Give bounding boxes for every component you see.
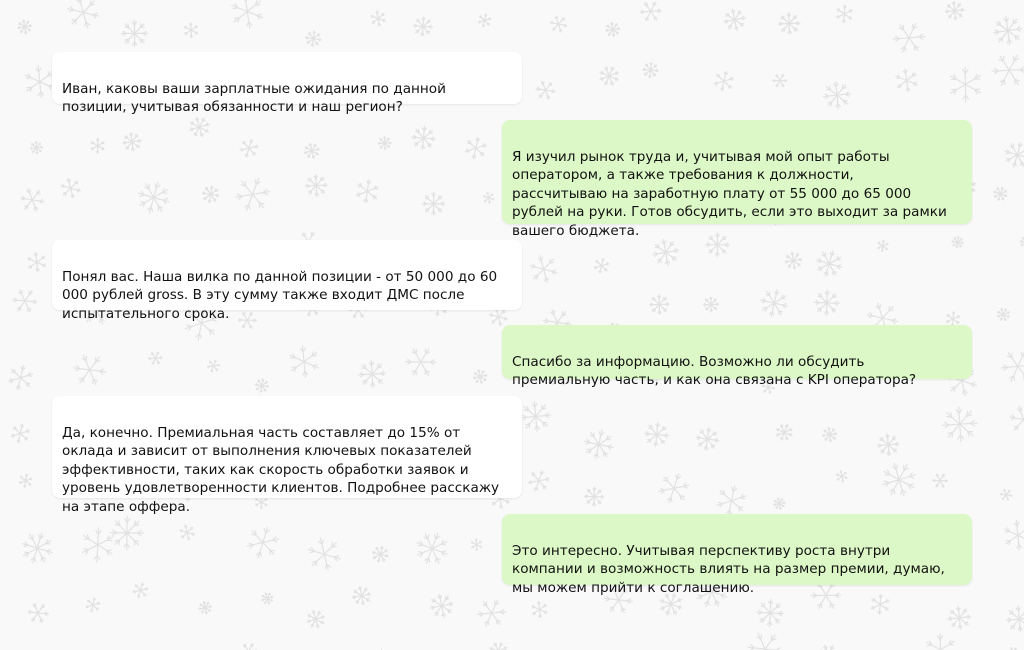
snowflake-icon [61, 178, 81, 199]
snowflake-icon [199, 601, 212, 614]
snowflake-icon [179, 525, 195, 541]
snowflake-icon [893, 23, 926, 53]
snowflake-icon [696, 427, 720, 451]
snowflake-icon [950, 67, 981, 103]
snowflake-icon [992, 55, 1024, 86]
snowflake-icon [520, 401, 551, 432]
snowflake-icon [413, 17, 433, 37]
snowflake-icon [371, 11, 386, 27]
snowflake-icon [308, 538, 341, 571]
snowflake-icon [993, 187, 1007, 201]
snowflake-icon [550, 16, 567, 33]
message-bubble-outgoing[interactable] [502, 514, 972, 596]
snowflake-icon [122, 132, 141, 151]
snowflake-icon [532, 601, 548, 618]
snowflake-icon [465, 137, 487, 160]
snowflake-icon [816, 251, 842, 277]
snowflake-icon [649, 294, 670, 315]
snowflake-icon [11, 424, 30, 444]
snowflake-icon [871, 594, 890, 615]
snowflake-icon [836, 470, 848, 482]
snowflake-icon [600, 66, 619, 85]
snowflake-icon [877, 240, 888, 252]
snowflake-icon [773, 498, 785, 510]
snowflake-icon [82, 527, 113, 562]
snowflake-icon [189, 117, 210, 138]
snowflake-icon [822, 427, 837, 442]
snowflake-icon [584, 430, 614, 459]
snowflake-icon [207, 360, 220, 373]
snowflake-icon [724, 9, 746, 31]
message-text: Спасибо за информацию. Возможно ли обсудить премиальную часть, и как она связана с KPI оператора? [512, 353, 917, 388]
snowflake-icon [184, 22, 198, 38]
snowflake-icon [417, 533, 448, 564]
message-bubble-outgoing[interactable] [502, 120, 972, 239]
snowflake-icon [202, 186, 220, 204]
snowflake-icon [148, 352, 162, 365]
snowflake-icon [247, 527, 279, 559]
snowflake-icon [642, 62, 658, 78]
snowflake-icon [1006, 606, 1024, 633]
snowflake-icon [658, 473, 689, 503]
snowflake-icon [776, 424, 792, 440]
snowflake-icon [823, 81, 851, 109]
snowflake-icon [12, 289, 37, 312]
snowflake-icon [896, 69, 918, 93]
snowflake-icon [717, 485, 747, 516]
snowflake-icon [644, 422, 669, 447]
snowflake-icon [926, 633, 955, 650]
snowflake-icon [640, 2, 662, 22]
snowflake-icon [993, 16, 1022, 45]
snowflake-icon [705, 233, 729, 257]
snowflake-icon [8, 365, 33, 390]
snowflake-icon [703, 297, 719, 313]
snowflake-icon [1009, 406, 1024, 433]
snowflake-icon [882, 463, 916, 497]
snowflake-icon [1001, 351, 1024, 382]
snowflake-icon [25, 65, 55, 98]
snowflake-icon [133, 583, 149, 598]
snowflake-icon [530, 255, 558, 283]
snowflake-icon [378, 136, 392, 150]
snowflake-icon [17, 20, 32, 34]
snowflake-icon [239, 643, 257, 650]
snowflake-icon [760, 289, 788, 317]
snowflake-icon [1020, 236, 1024, 248]
snowflake-icon [652, 239, 679, 266]
message-bubble-incoming[interactable] [52, 396, 522, 515]
snowflake-icon [73, 355, 106, 385]
snowflake-icon [477, 600, 506, 626]
snowflake-icon [772, 74, 787, 87]
message-text: Понял вас. Наша вилка по данной позиции - от 50 000 до 60 000 рублей gross. В эту сумму также входит ДМС после испытательного срока. [62, 268, 498, 322]
snowflake-icon [27, 603, 49, 623]
snowflake-icon [473, 369, 488, 384]
snowflake-icon [814, 290, 840, 316]
snowflake-icon [945, 1, 965, 21]
snowflake-icon [238, 312, 257, 329]
snowflake-icon [877, 434, 900, 457]
snowflake-icon [605, 22, 620, 37]
snowflake-icon [19, 474, 33, 488]
snowflake-icon [305, 31, 321, 47]
snowflake-icon [261, 593, 273, 605]
snowflake-icon [536, 81, 556, 100]
snowflake-icon [594, 258, 609, 274]
snowflake-icon [231, 0, 263, 29]
message-bubble-incoming[interactable] [52, 240, 522, 322]
snowflake-icon [1004, 520, 1024, 551]
snowflake-icon [952, 236, 964, 248]
snowflake-icon [811, 582, 842, 609]
snowflake-icon [86, 598, 101, 613]
snowflake-icon [307, 610, 325, 628]
message-text: Иван, каковы ваши зарплатные ожидания по данной позиции, учитывая обязанности и наш регион? [62, 80, 446, 115]
snowflake-icon [430, 594, 454, 618]
snowflake-icon [483, 192, 495, 204]
snowflake-icon [997, 308, 1010, 321]
snowflake-icon [411, 126, 435, 150]
snowflake-icon [748, 633, 783, 650]
snowflake-icon [255, 379, 269, 393]
snowflake-icon [352, 586, 371, 605]
snowflake-icon [304, 143, 320, 159]
snowflake-icon [714, 71, 734, 92]
snowflake-icon [778, 12, 801, 35]
snowflake-icon [836, 5, 853, 24]
snowflake-icon [20, 188, 44, 211]
snowflake-icon [289, 346, 318, 378]
snowflake-icon [30, 141, 43, 154]
snowflake-icon [110, 516, 145, 550]
snowflake-icon [405, 348, 437, 376]
snowflake-icon [358, 360, 386, 388]
snowflake-icon [818, 645, 839, 650]
snowflake-icon [932, 474, 948, 488]
snowflake-icon [948, 606, 972, 630]
snowflake-icon [422, 192, 446, 216]
snowflake-icon [235, 178, 270, 211]
message-text: Да, конечно. Премиальная часть составляет до 15% от оклада и зависит от выполнения ключевых показателей эффективности, таких как скорость обработки заявок и уровень удовлетворенности клиентов. Подробнее расскажу на этапе оффера. [62, 424, 500, 515]
snowflake-icon [372, 546, 389, 563]
snowflake-icon [305, 174, 328, 197]
snowflake-icon [942, 406, 978, 442]
snowflake-icon [471, 538, 482, 550]
message-text: Я изучил рынок труда и, учитывая мой опыт работы оператором, а также требования к должности, рассчитываю на заработную плату от 55 000 до 65 000 рублей на руки. Готов обсудить, если это выходит за рамки вашего бюджета. [512, 148, 947, 239]
message-bubble-outgoing[interactable] [502, 325, 972, 388]
snowflake-icon [1004, 142, 1024, 168]
snowflake-icon [489, 308, 508, 327]
snowflake-icon [138, 182, 170, 214]
snowflake-icon [785, 252, 803, 270]
snowflake-icon [1000, 489, 1012, 501]
snowflake-icon [121, 20, 149, 48]
snowflake-icon [756, 599, 784, 627]
message-text: Это интересно. Учитывая перспективу роста внутри компании и возможность влиять на размер премии, думаю, мы можем прийти к соглашению. [512, 542, 945, 596]
snowflake-icon [490, 642, 508, 650]
snowflake-icon [27, 252, 46, 273]
snowflake-icon [356, 179, 379, 203]
snowflake-icon [240, 139, 259, 157]
snowflake-icon [67, 0, 99, 28]
snowflake-icon [22, 533, 53, 564]
message-bubble-incoming[interactable] [52, 52, 522, 115]
snowflake-icon [584, 486, 604, 506]
snowflake-icon [91, 138, 105, 154]
snowflake-icon [478, 14, 491, 28]
snowflake-icon [528, 470, 550, 491]
